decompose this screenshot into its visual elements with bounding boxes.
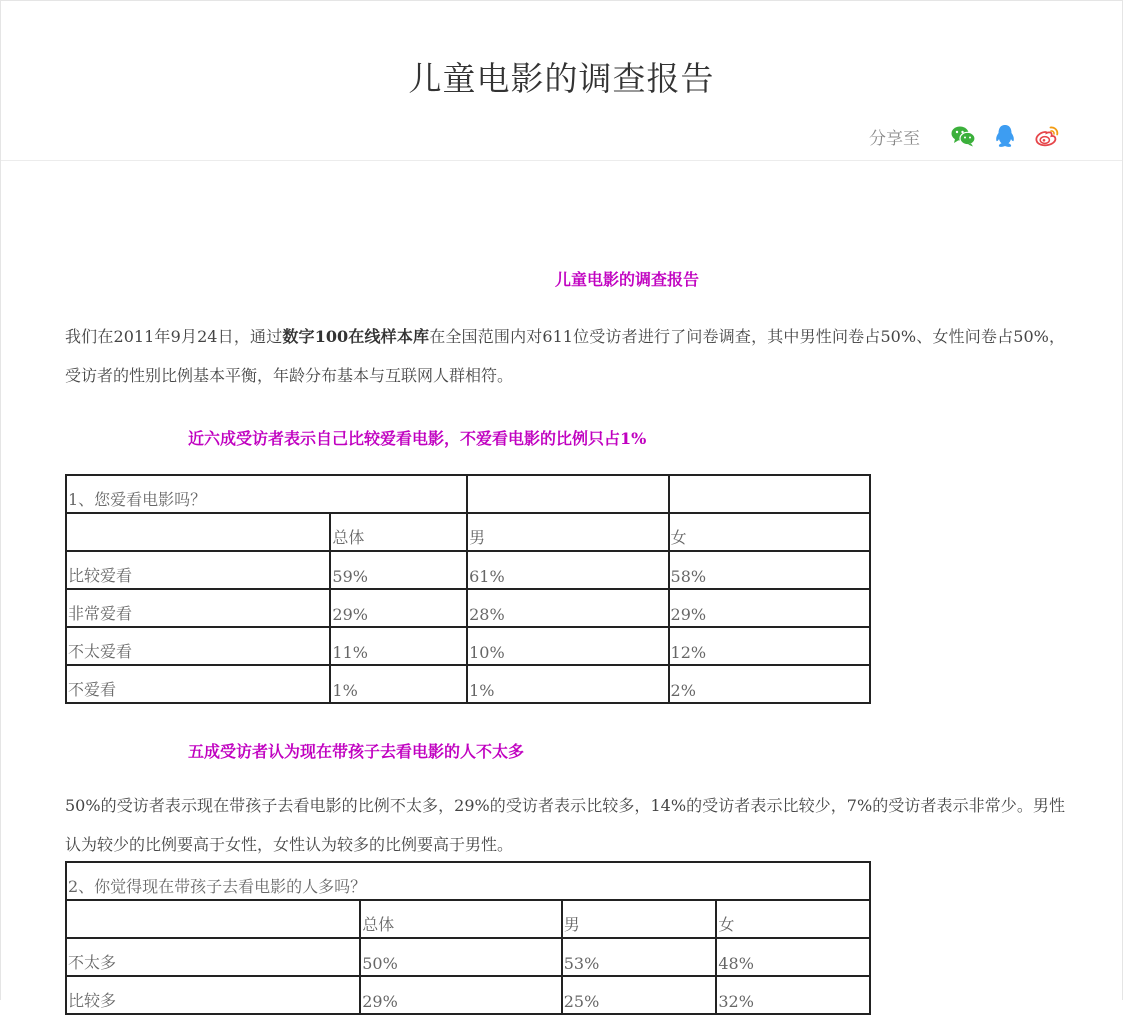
table-question: 1、您爱看电影吗？ xyxy=(66,475,467,513)
table-cell xyxy=(467,475,668,513)
table-cell: 2% xyxy=(669,665,870,703)
table-cell xyxy=(669,475,870,513)
table-cell: 59% xyxy=(330,551,467,589)
table-cell: 29% xyxy=(330,589,467,627)
table-cell: 32% xyxy=(716,976,870,1014)
table-cell: 1% xyxy=(330,665,467,703)
intro-bold-text: 数字100在线样本库 xyxy=(282,327,430,346)
article-heading: 儿童电影的调查报告 xyxy=(555,270,700,289)
table-question: 2、你觉得现在带孩子去看电影的人多吗？ xyxy=(66,862,870,900)
share-label: 分享至 xyxy=(869,128,920,149)
table-row xyxy=(66,589,870,627)
table-row xyxy=(66,976,870,1014)
table-cell: 58% xyxy=(669,551,870,589)
table-cell: 比较爱看 xyxy=(66,551,330,589)
table-header-cell: 男 xyxy=(467,513,668,551)
intro-text-1: 我们在2011年9月24日，通过 xyxy=(65,327,283,346)
table-cell: 61% xyxy=(467,551,668,589)
survey-table-2 xyxy=(65,861,871,1015)
table-cell: 非常爱看 xyxy=(66,589,330,627)
table-cell: 不太爱看 xyxy=(66,627,330,665)
page-title: 儿童电影的调查报告 xyxy=(408,59,715,98)
section1-heading: 近六成受访者表示自己比较爱看电影，不爱看电影的比例只占1% xyxy=(188,429,647,448)
table-cell: 不太多 xyxy=(66,938,360,976)
table-cell: 25% xyxy=(562,976,717,1014)
table-header-cell xyxy=(66,513,330,551)
table-cell: 11% xyxy=(330,627,467,665)
table-cell: 50% xyxy=(360,938,561,976)
table-row xyxy=(66,551,870,589)
table-row xyxy=(66,665,870,703)
table-cell: 10% xyxy=(467,627,668,665)
table-cell: 53% xyxy=(562,938,717,976)
table-cell: 29% xyxy=(360,976,561,1014)
table-cell: 比较多 xyxy=(66,976,360,1014)
intro-text-2: 在全国范围内对611位受访者进行了问卷调查，其中男性问卷占50%、女性问卷占50%，受访者的性别比例基本平衡，年龄分布基本与互联网人群相符。 xyxy=(65,327,1065,385)
share-bar xyxy=(869,122,1060,150)
table-cell: 12% xyxy=(669,627,870,665)
table-cell: 48% xyxy=(716,938,870,976)
table-cell: 1% xyxy=(467,665,668,703)
table-header-cell: 男 xyxy=(562,900,717,938)
weibo-icon[interactable] xyxy=(1034,123,1060,149)
section2-heading: 五成受访者认为现在带孩子去看电影的人不太多 xyxy=(188,742,525,761)
table-row xyxy=(66,938,870,976)
table-header-cell: 女 xyxy=(669,513,870,551)
qq-icon[interactable] xyxy=(992,123,1018,149)
table-cell: 28% xyxy=(467,589,668,627)
table-row xyxy=(66,475,870,513)
table-cell: 不爱看 xyxy=(66,665,330,703)
table-header-cell: 总体 xyxy=(360,900,561,938)
table-cell: 29% xyxy=(669,589,870,627)
header xyxy=(1,1,1122,161)
table-row xyxy=(66,627,870,665)
intro-paragraph xyxy=(65,317,1065,395)
survey-table-1 xyxy=(65,474,871,704)
table-row xyxy=(66,862,870,900)
section2-paragraph: 50%的受访者表示现在带孩子去看电影的比例不太多，29%的受访者表示比较多，14%的受访者表示比较少，7%的受访者表示非常少。男性认为较少的比例要高于女性，女性认为较多的比例要高于男性。 xyxy=(65,796,1065,854)
table-header-row xyxy=(66,513,870,551)
table-header-cell xyxy=(66,900,360,938)
table-header-row xyxy=(66,900,870,938)
table-header-cell: 总体 xyxy=(330,513,467,551)
wechat-icon[interactable] xyxy=(950,123,976,149)
table-header-cell: 女 xyxy=(716,900,870,938)
